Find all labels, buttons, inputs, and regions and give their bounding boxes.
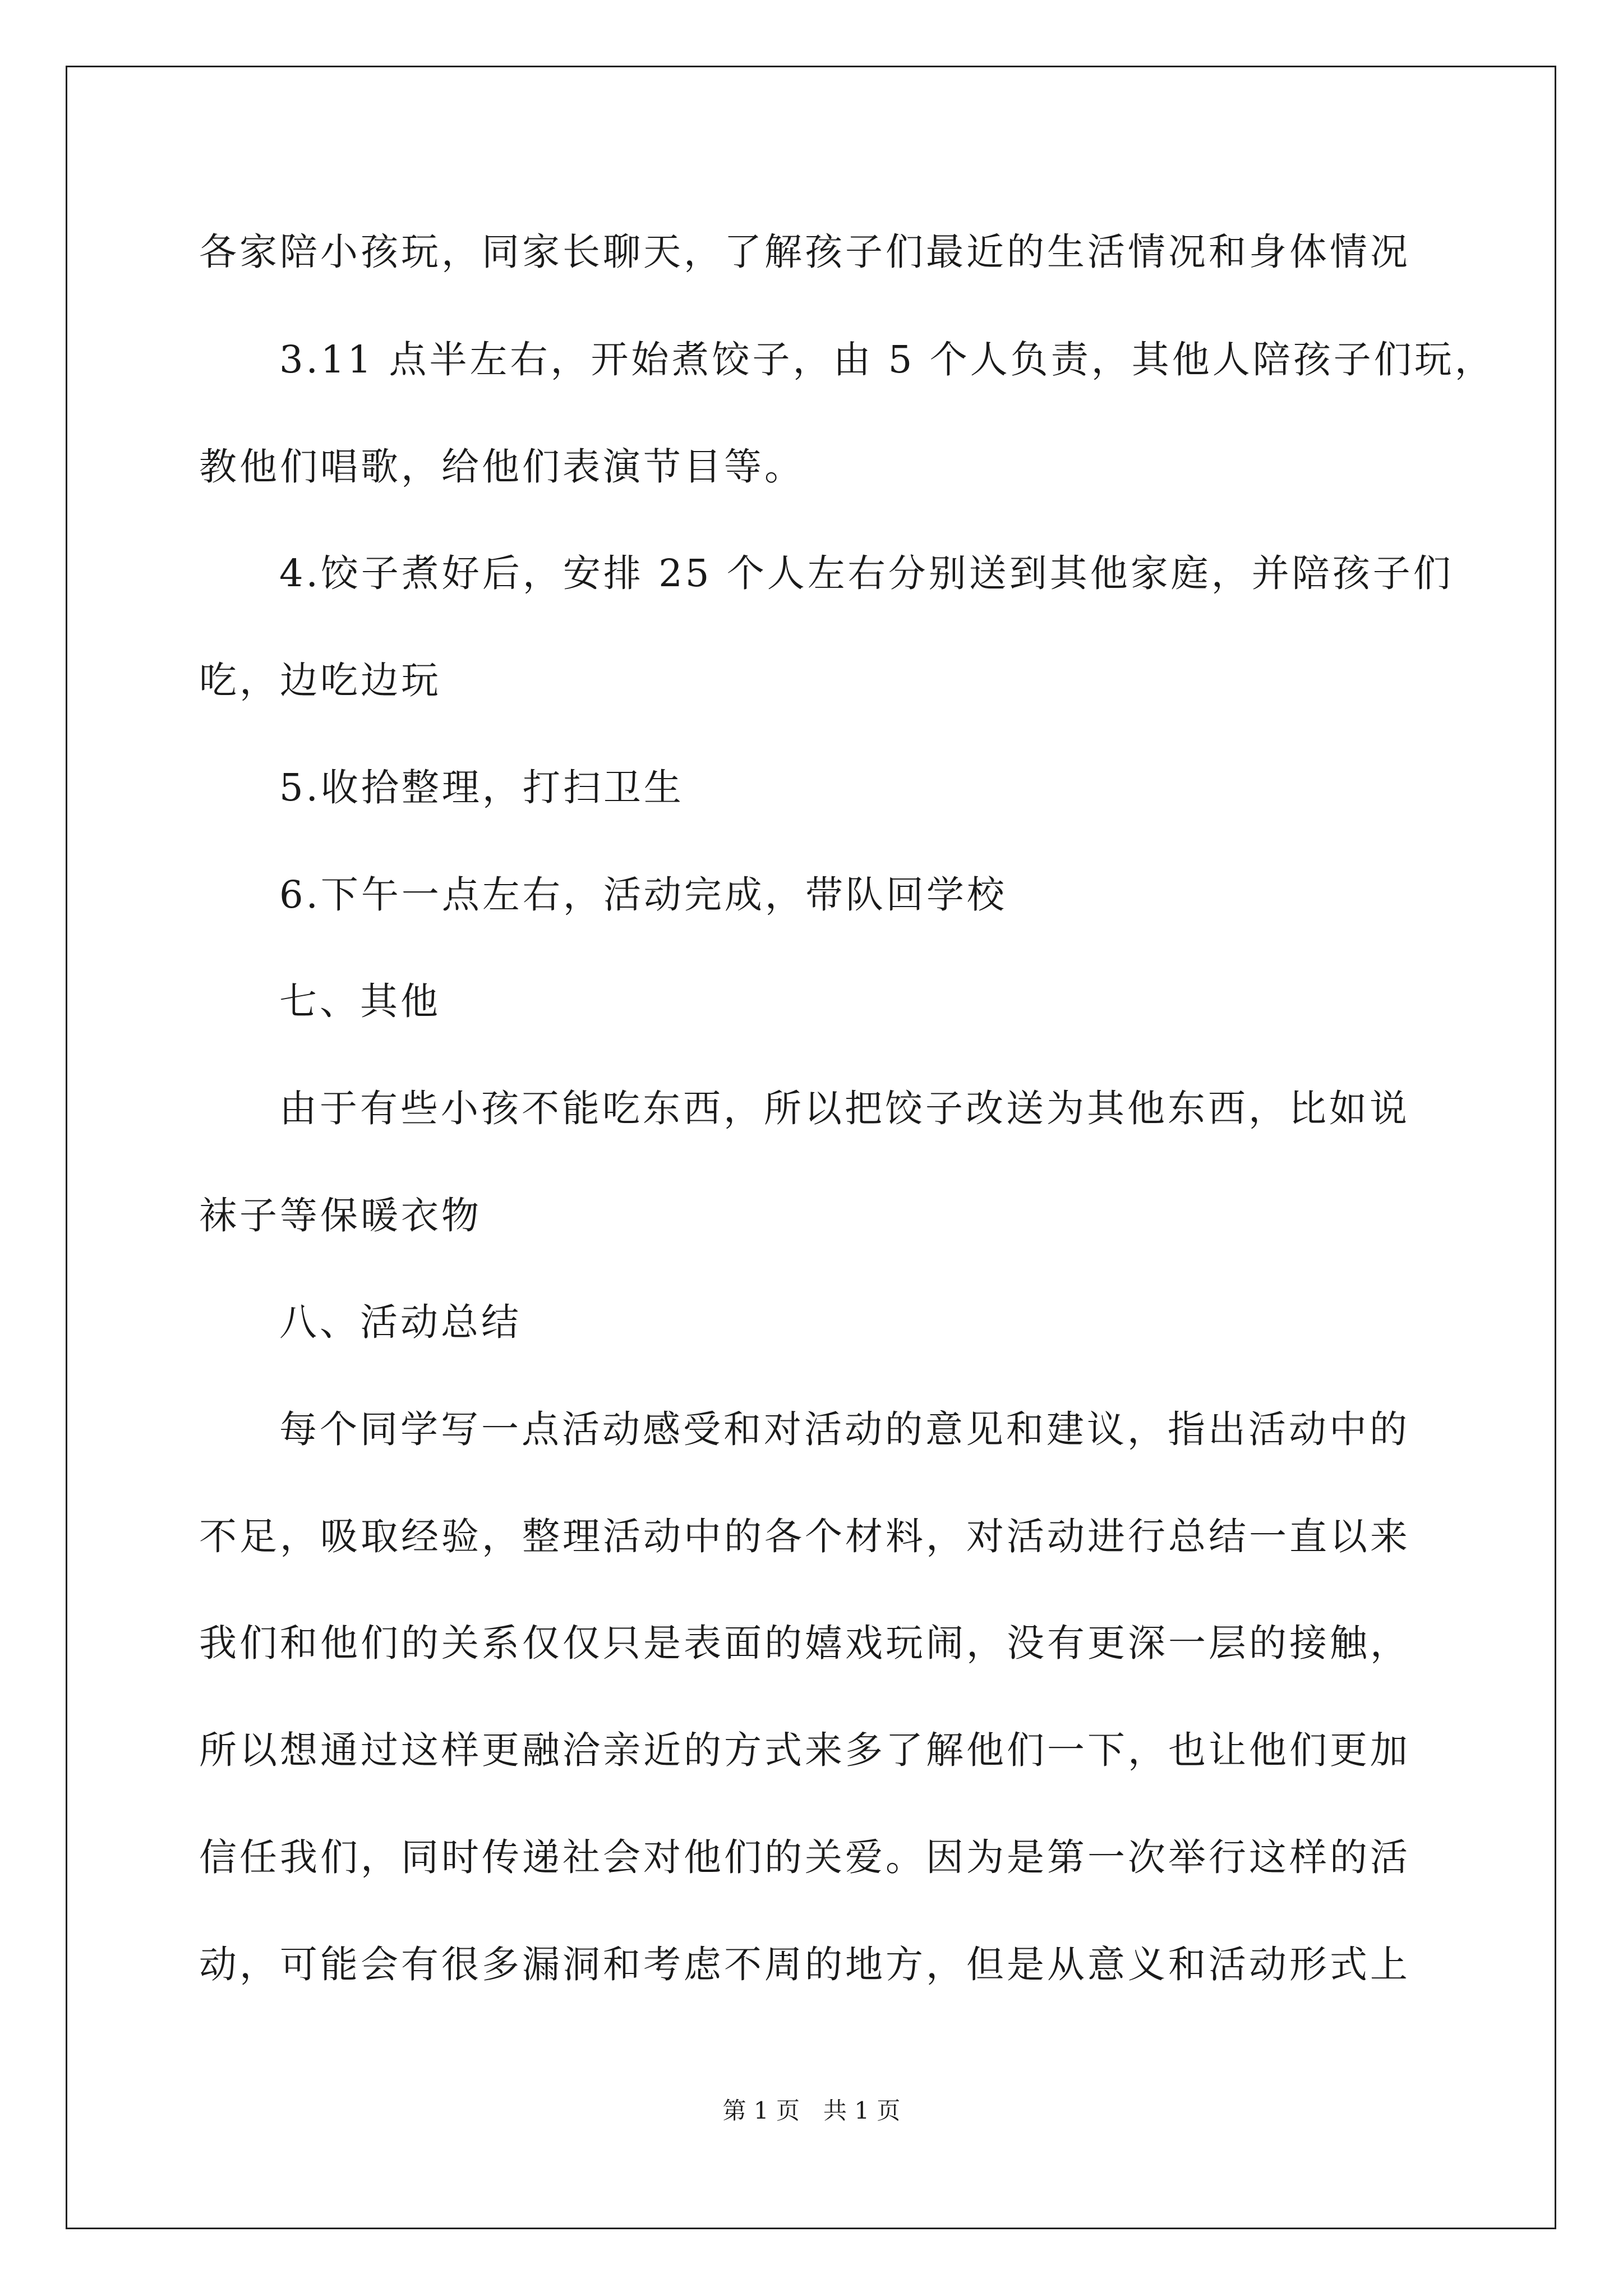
- text-line: 各家陪小孩玩，同家长聊天，了解孩子们最近的生活情况和身体情况: [199, 230, 1410, 274]
- text-line: 5.收拾整理，打扫卫生: [279, 766, 684, 809]
- text-line: 袜子等保暖衣物: [199, 1194, 482, 1237]
- text-line: 吃，边吃边玩: [199, 659, 441, 702]
- text-line: 动，可能会有很多漏洞和考虑不周的地方，但是从意义和活动形式上: [199, 1943, 1410, 1986]
- text-line: 我们和他们的关系仅仅只是表面的嬉戏玩闹，没有更深一层的接触，: [199, 1621, 1410, 1665]
- text-line: 4.饺子煮好后，安排 25 个人左右分别送到其他家庭，并陪孩子们: [279, 551, 1454, 595]
- text-line: 3.11 点半左右，开始煮饺子，由 5 个人负责，其他人陪孩子们玩，: [279, 338, 1495, 381]
- text-line: 不足，吸取经验，整理活动中的各个材料，对活动进行总结一直以来: [199, 1515, 1410, 1558]
- text-line: 6.下午一点左右，活动完成，带队回学校: [279, 873, 1007, 917]
- text-line: 由于有些小孩不能吃东西，所以把饺子改送为其他东西，比如说: [279, 1087, 1410, 1130]
- text-line: 每个同学写一点活动感受和对活动的意见和建议，指出活动中的: [279, 1407, 1410, 1451]
- page-number: 第 1 页 共 1 页: [722, 2097, 901, 2124]
- section-heading: 八、活动总结: [279, 1300, 522, 1344]
- section-heading: 七、其他: [279, 979, 441, 1023]
- text-line: 信任我们，同时传递社会对他们的关爱。因为是第一次举行这样的活: [199, 1835, 1410, 1879]
- text-line: 教他们唱歌，给他们表演节目等。: [199, 445, 805, 489]
- page-border: [66, 66, 1556, 2229]
- text-line: 所以想通过这样更融洽亲近的方式来多了解他们一下，也让他们更加: [199, 1728, 1410, 1772]
